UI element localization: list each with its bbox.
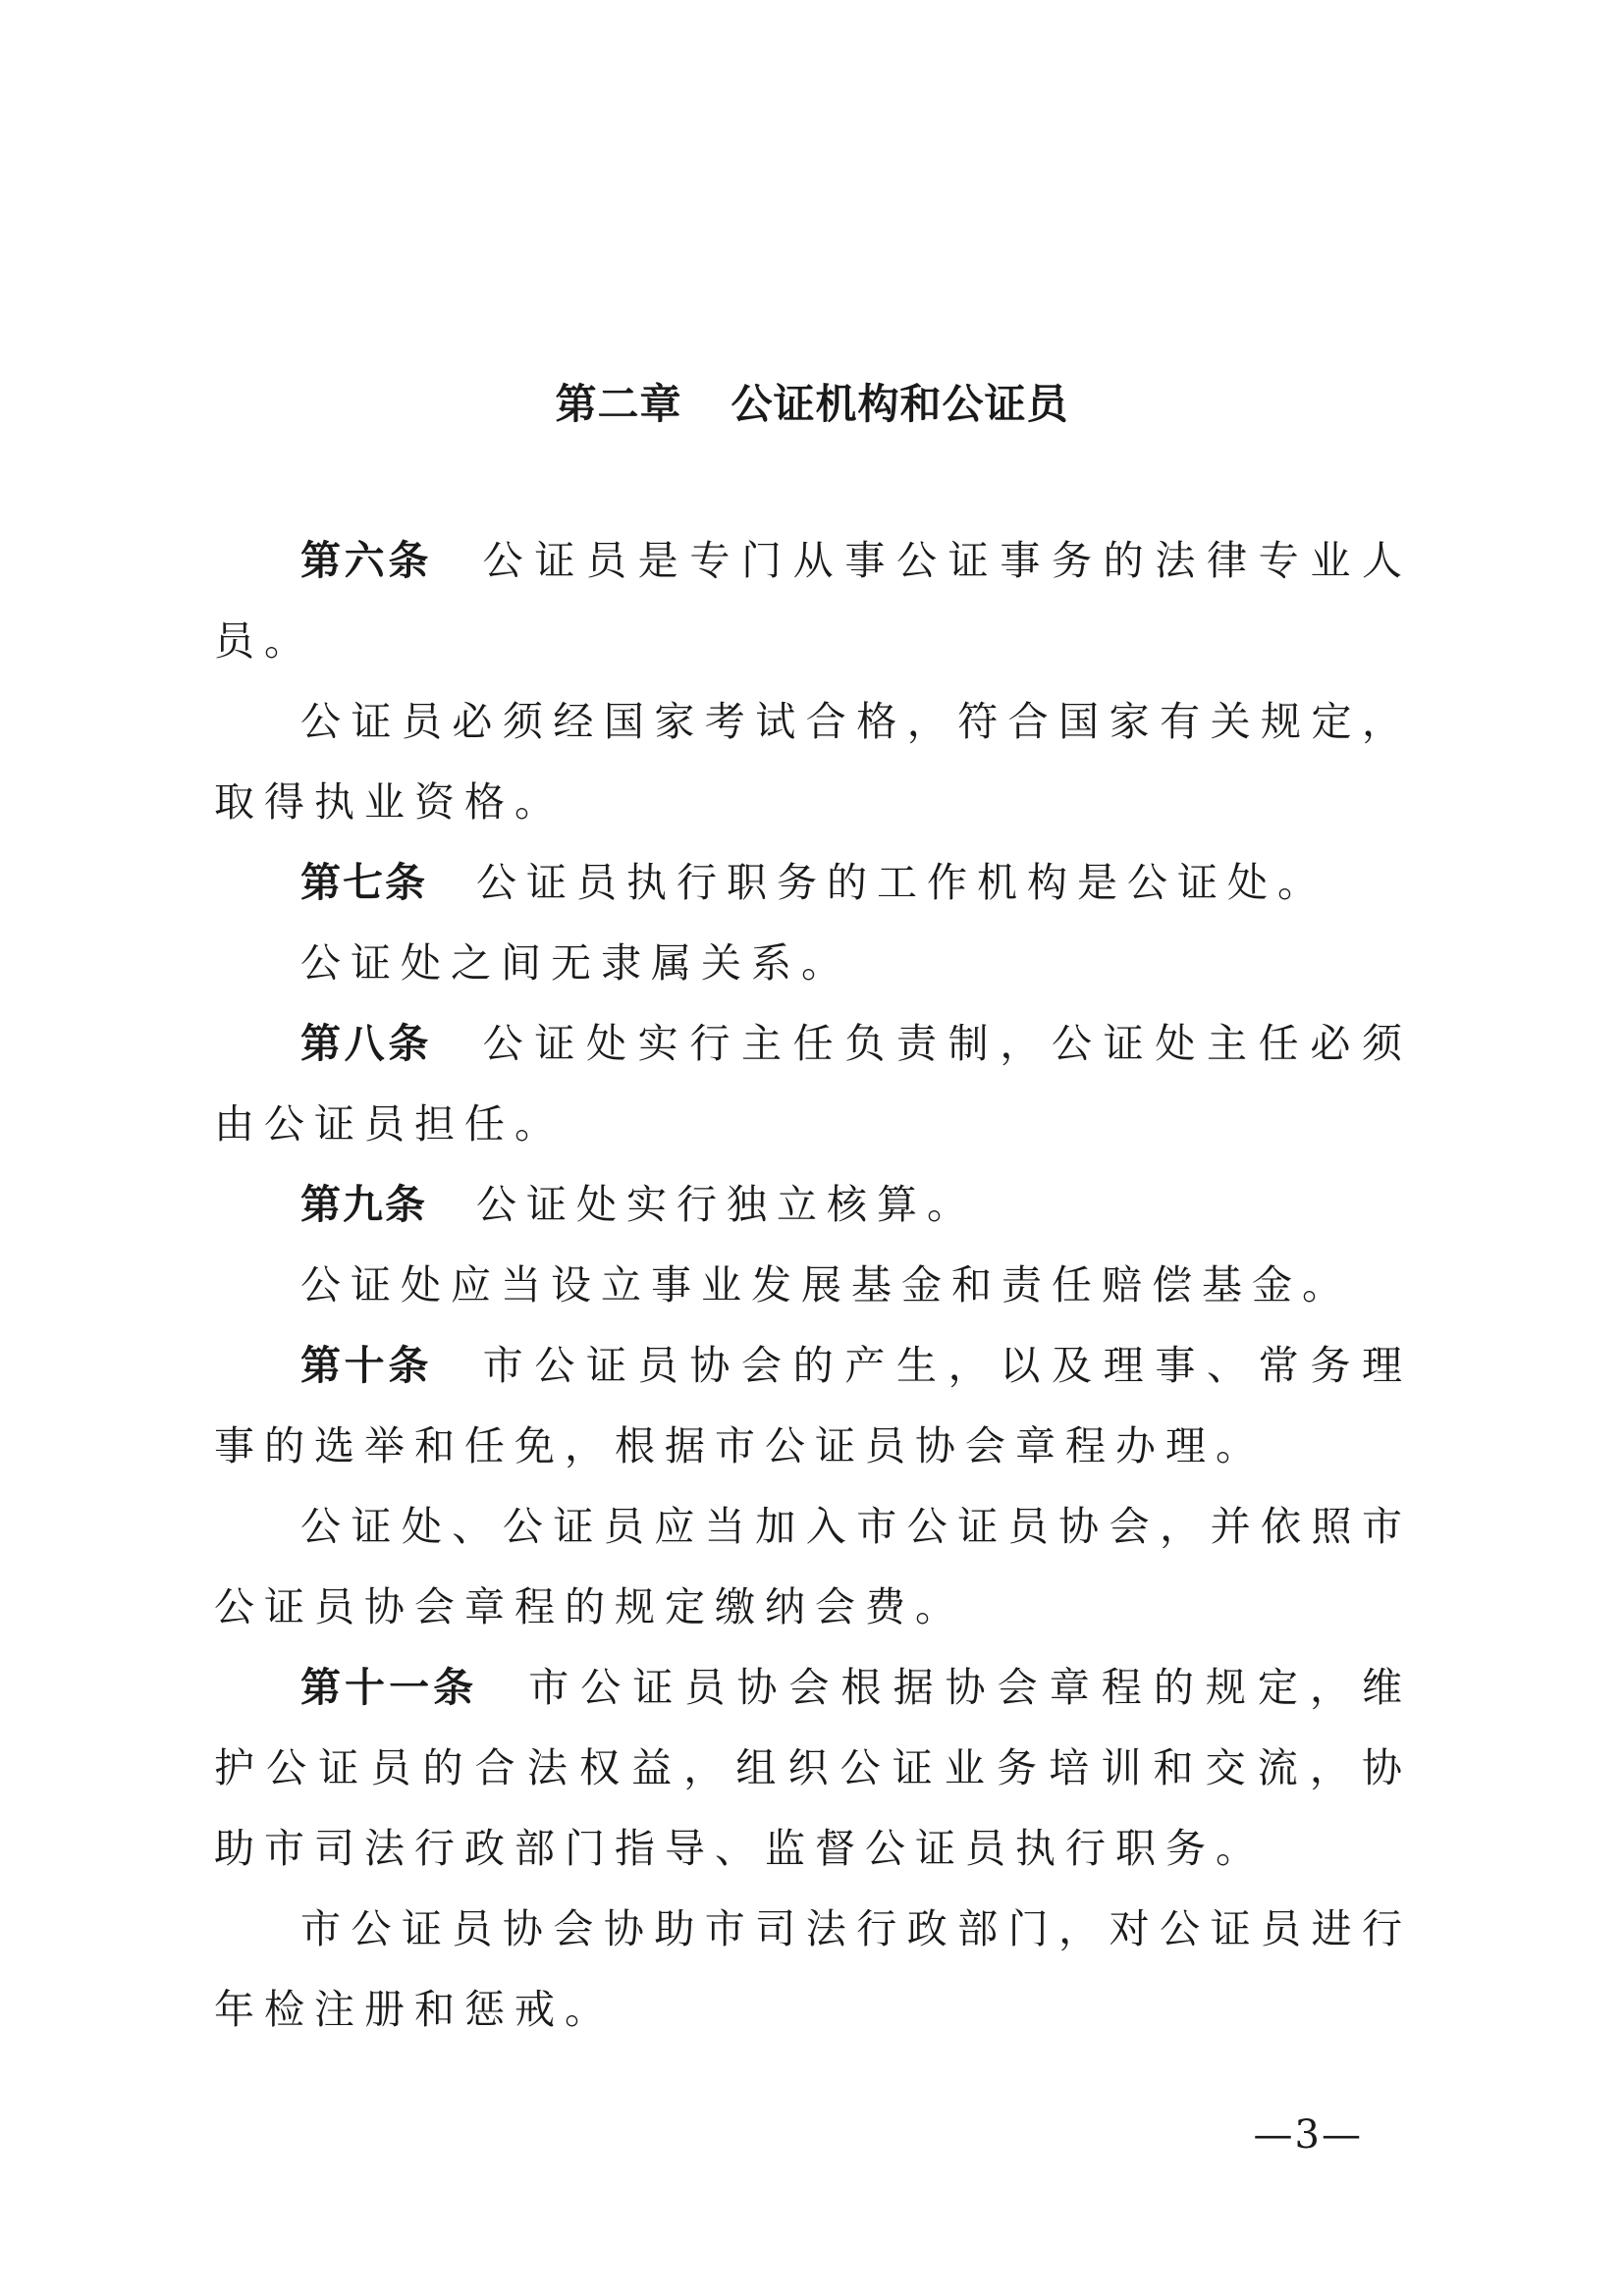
article-7-clause-2	[214, 923, 1412, 1003]
chapter-title-text: 公证机构和公证员	[731, 380, 1069, 428]
clause-text: 公证处之间无隶属关系。	[300, 939, 851, 987]
article-8-paragraph	[214, 1003, 1412, 1164]
page-number: —3—	[1253, 2112, 1363, 2158]
article-label: 第七条	[300, 859, 427, 906]
chapter-heading	[0, 365, 1624, 444]
article-text: 公证员执行职务的工作机构是公证处。	[476, 859, 1327, 906]
clause-text: 公证员必须经国家考试合格，符合国家有关规定，取得执业资格。	[214, 698, 1412, 826]
clause-text: 公证处应当设立事业发展基金和责任赔偿基金。	[300, 1261, 1352, 1308]
article-10-paragraph	[214, 1325, 1412, 1486]
article-label: 第九条	[300, 1181, 427, 1228]
article-label: 第十条	[300, 1342, 432, 1389]
article-label: 第六条	[300, 537, 432, 584]
article-text: 公证处实行主任负责制，公证处主任必须由公证员担任。	[214, 1020, 1412, 1148]
chapter-number: 第二章	[555, 380, 682, 428]
article-text: 公证处实行独立核算。	[476, 1181, 977, 1228]
article-text: 公证员是专门从事公证事务的法律专业人员。	[214, 537, 1412, 665]
article-9-paragraph	[214, 1164, 1412, 1245]
article-11-clause-2	[214, 1889, 1412, 2050]
article-6-paragraph	[214, 520, 1412, 681]
article-text: 市公证员协会的产生，以及理事、常务理事的选举和任免，根据市公证员协会章程办理。	[214, 1342, 1412, 1469]
article-text: 市公证员协会根据协会章程的规定，维护公证员的合法权益，组织公证业务培训和交流，协助市司法行政部门指导、监督公证员执行职务。	[214, 1664, 1413, 1872]
article-7-paragraph	[214, 842, 1412, 923]
article-body	[214, 520, 1412, 2050]
article-9-clause-2	[214, 1245, 1412, 1325]
article-10-clause-2	[214, 1486, 1412, 1647]
clause-text: 公证处、公证员应当加入市公证员协会，并依照市公证员协会章程的规定缴纳会费。	[214, 1503, 1412, 1630]
clause-text: 市公证员协会协助市司法行政部门，对公证员进行年检注册和惩戒。	[214, 1905, 1412, 2033]
article-11-paragraph	[214, 1647, 1412, 1889]
article-label: 第十一条	[300, 1664, 478, 1711]
article-label: 第八条	[300, 1020, 432, 1067]
article-6-clause-2	[214, 681, 1412, 842]
